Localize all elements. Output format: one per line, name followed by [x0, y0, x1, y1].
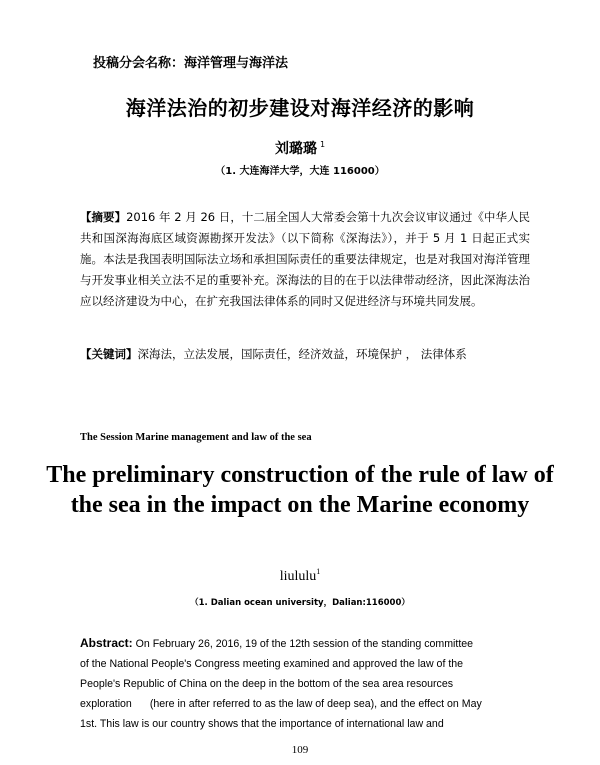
- abstract-en-line: [80, 694, 520, 714]
- abstract-en: [80, 633, 520, 734]
- abstract-cn: [80, 207, 530, 312]
- author-name-en: liululu: [279, 569, 317, 584]
- paper-title-cn: 海洋法治的初步建设对海洋经济的影响: [125, 96, 475, 120]
- abstract-en-line: of the National People's Congress meeting examined and approved the law of the: [80, 658, 464, 670]
- keywords-label-cn: 【关键词】: [80, 347, 138, 361]
- affiliation-en: （1. Dalian ocean university，Dalian:116000）: [190, 598, 410, 608]
- author-superscript-en: 1: [316, 567, 321, 576]
- page-number: 109: [291, 744, 309, 756]
- abstract-text-cn: 2016 年 2 月 26 日，十二届全国人大常委会第十九次会议审议通过《中华人民共和国深海海底区域资源勘探开发法》（以下简称《深海法》），并于 5 月 1 日起正式实施。本法是我国表明国际法立场和承担国际责任的重要法律规定，也是对我国对海洋管理与开发事业相关立法不足的重要补充。深海法的目的在于以法律带动经济，因此深海法治应以经济建设为中心，在扩充我国法律体系的同时又促进经济与环境共同发展。: [80, 210, 530, 308]
- keywords-cn: [80, 344, 530, 365]
- sub-forum-label-en: The Session Marine management and law of the sea: [80, 432, 312, 443]
- author-en: [0, 567, 600, 585]
- author-cn: [0, 138, 600, 158]
- sub-forum-label-cn: 投稿分会名称：海洋管理与海洋法: [93, 56, 289, 71]
- abstract-en-line: 1st. This law is our country shows that the importance of international law and: [80, 718, 444, 730]
- affiliation-cn: （1. 大连海洋大学，大连 116000）: [215, 166, 385, 177]
- abstract-en-line: [80, 633, 520, 654]
- abstract-en-text: On February 26, 2016, 19 of the 12th session of the standing committee: [135, 638, 474, 650]
- paper-title-en: The preliminary construction of the rule of law of the sea in the impact on the Marine economy: [46, 462, 554, 518]
- abstract-en-line: People's Republic of China on the deep in the bottom of the sea area resources: [80, 678, 454, 690]
- author-name-cn: 刘璐璐: [274, 141, 317, 157]
- keywords-text-cn: 深海法，立法发展，国际责任，经济效益，环境保护 ， 法律体系: [137, 347, 467, 361]
- abstract-en-text: (here in after referred to as the law of deep sea), and the effect on May: [149, 698, 482, 710]
- author-superscript-cn: 1: [319, 140, 326, 149]
- abstract-en-text: exploration: [80, 698, 132, 710]
- abstract-label-cn: 【摘要】: [80, 210, 127, 224]
- abstract-label-en: Abstract:: [80, 636, 133, 650]
